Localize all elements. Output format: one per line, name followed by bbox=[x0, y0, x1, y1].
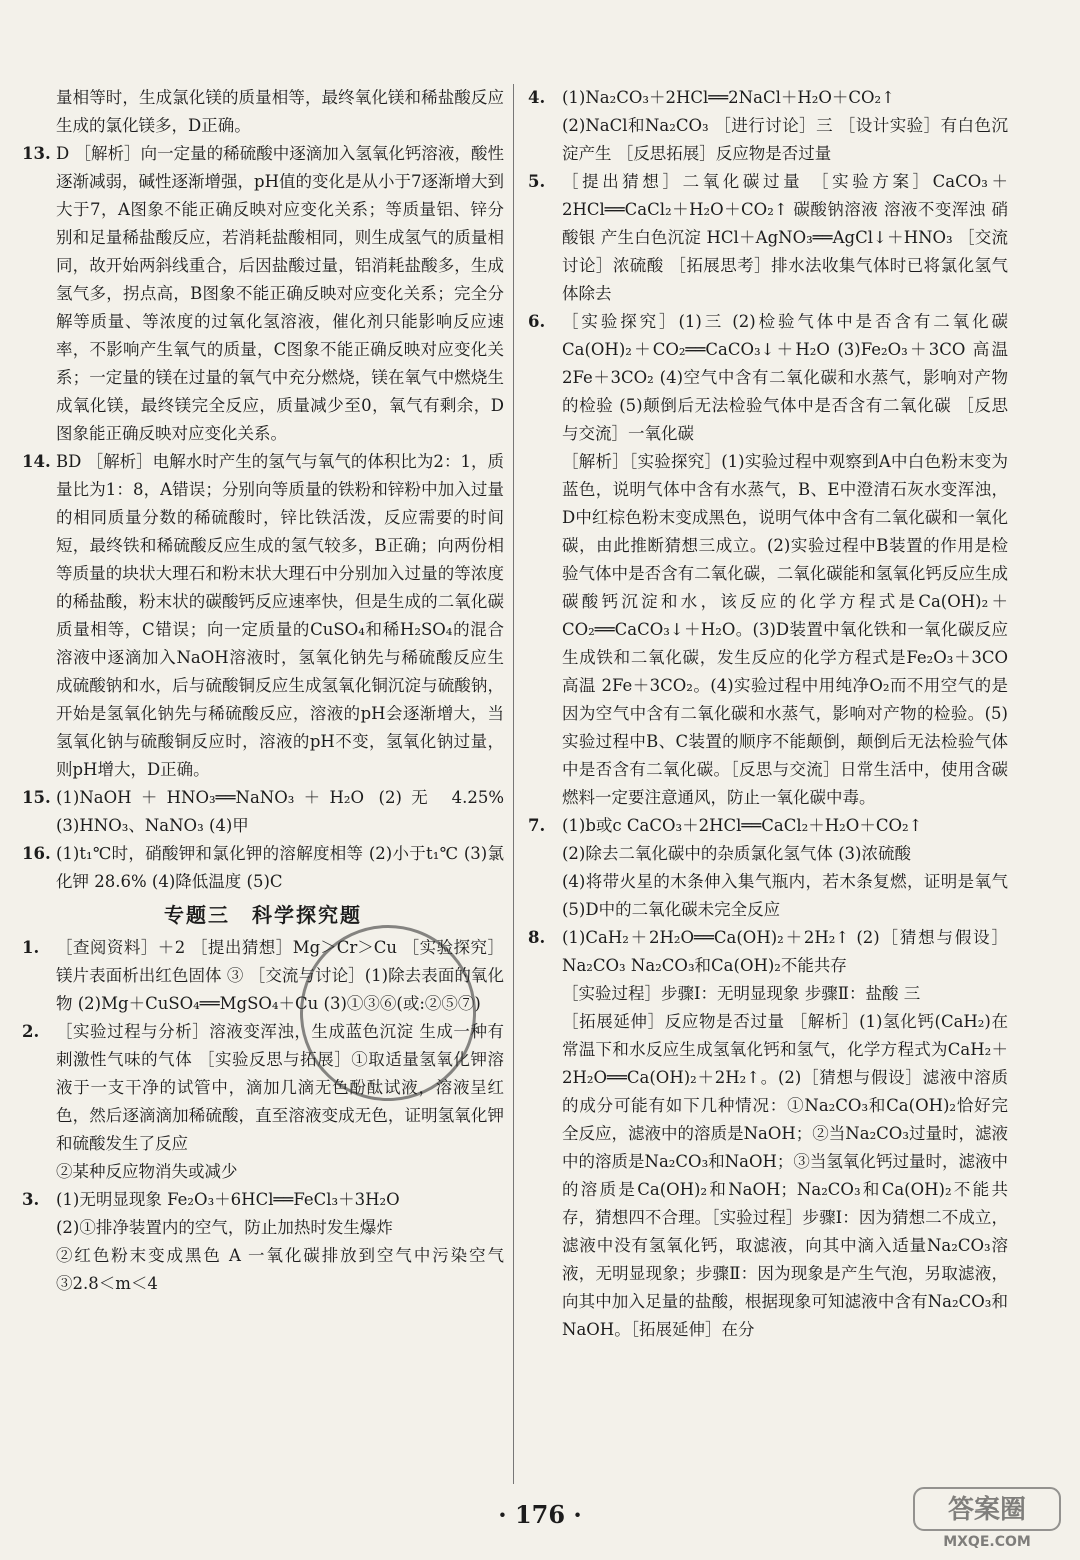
item-text: (1)无明显现象 Fe₂O₃＋6HCl══FeCl₃＋3H₂O bbox=[56, 1190, 400, 1209]
item-text: ［实验过程］步骤Ⅰ：无明显现象 步骤Ⅱ：盐酸 三 bbox=[562, 984, 921, 1003]
answer-item-r7 bbox=[528, 812, 1008, 840]
answer-item-r8 bbox=[528, 924, 1008, 980]
section-title: 专题三 科学探究题 bbox=[164, 903, 362, 927]
item-number bbox=[22, 1214, 56, 1242]
item-number: 14. bbox=[22, 452, 51, 471]
item-number bbox=[22, 1158, 56, 1186]
item-number bbox=[528, 868, 562, 924]
item-text: ［实验过程与分析］溶液变浑浊，生成蓝色沉淀 生成一种有刺激性气味的气体 ［实验反思与拓展］①取适量氢氧化钾溶液于一支干净的试管中，滴加几滴无色酚酞试液，溶液呈红色，然后逐滴滴加稀硫酸，直至溶液变成无色，证明氢氧化钾和硫酸发生了反应 bbox=[56, 1022, 504, 1153]
item-number: 2. bbox=[22, 1022, 40, 1041]
item-text: ［解析］［实验探究］(1)实验过程中观察到A中白色粉末变为蓝色，说明气体中含有水蒸气，B、E中澄清石灰水变浑浊，D中红棕色粉末变成黑色，说明气体中含有二氧化碳和一氧化碳，由此推断猜想三成立。(2)实验过程中B装置的作用是检验气体中是否含有二氧化碳，二氧化碳能和氢氧化钙反应生成碳酸钙沉淀和水，该反应的化学方程式是Ca(OH)₂＋CO₂══CaCO₃↓＋H₂O。(3)D装置中氧化铁和一氧化碳反应生成铁和二氧化碳，发生反应的化学方程式是Fe₂O₃＋3CO 高温 2Fe＋3CO₂。(4)实验过程中用纯净O₂而不用空气的是因为空气中含有二氧化碳和水蒸气，影响对产物的检验。(5)实验过程中B、C装置的顺序不能颠倒，颠倒后无法检验气体中是否含有二氧化碳。［反思与交流］日常生活中，使用含碳燃料一定要注意通风，防止一氧化碳中毒。 bbox=[562, 452, 1008, 807]
item-text: (1)b或c CaCO₃＋2HCl══CaCl₂＋H₂O＋CO₂↑ bbox=[562, 816, 923, 835]
answer-item-r7-cont2 bbox=[528, 868, 1008, 924]
item-text: (1)CaH₂＋2H₂O══Ca(OH)₂＋2H₂↑ (2)［猜想与假设］Na₂CO₃ Na₂CO₃和Ca(OH)₂不能共存 bbox=[562, 928, 1008, 975]
item-text: ［查阅资料］＋2 ［提出猜想］Mg＞Cr＞Cu ［实验探究］镁片表面析出红色固体 ③ ［交流与讨论］(1)除去表面的氧化物 (2)Mg＋CuSO₄══MgSO₄＋Cu (3)①③⑥(或:②⑤⑦) bbox=[56, 938, 504, 1013]
item-number bbox=[528, 980, 562, 1008]
intro-text: 量相等时，生成氯化镁的质量相等，最终氧化镁和稀盐酸反应生成的氯化镁多，D正确。 bbox=[56, 88, 504, 135]
watermark-logo bbox=[912, 1482, 1062, 1552]
item-text: (2)除去二氧化碳中的杂质氯化氢气体 (3)浓硫酸 bbox=[562, 844, 911, 863]
item-text: BD ［解析］电解水时产生的氢气与氧气的体积比为2：1，质量比为1：8，A错误；分别向等质量的铁粉和锌粉中加入过量的相同质量分数的稀硫酸时，锌比铁活泼，反应需要的时间短，最终铁和稀硫酸反应生成的氢气较多，B正确；向两份相等质量的块状大理石和粉末状大理石中分别加入过量的等浓度的稀盐酸，粉末状的碳酸钙反应速率快，但是生成的二氧化碳质量相等，C错误；向一定质量的CuSO₄和稀H₂SO₄的混合溶液中逐滴加入NaOH溶液时，氢氧化钠先与稀硫酸反应生成硫酸钠和水，后与硫酸铜反应生成氢氧化铜沉淀与硫酸钠，开始是氢氧化钠先与稀硫酸反应，溶液的pH会逐渐增大，当氢氧化钠与硫酸铜反应时，溶液的pH不变，氢氧化钠过量，则pH增大，D正确。 bbox=[56, 452, 504, 779]
item-number: 8. bbox=[528, 928, 546, 947]
item-text: D ［解析］向一定量的稀硫酸中逐滴加入氢氧化钙溶液，酸性逐渐减弱，碱性逐渐增强，pH值的变化是从小于7逐渐增大到大于7，A图象不能正确反映对应变化关系；等质量铝、锌分别和足量稀盐酸反应，若消耗盐酸相同，则生成氢气的质量相同，故开始两斜线重合，后因盐酸过量，铝消耗盐酸多，生成氢气多，拐点高，B图象不能正确反映对应变化关系；完全分解等质量、等浓度的过氧化氢溶液，催化剂只能影响反应速率，不影响产生氧气的质量，C图象不能正确反映对应变化关系；一定量的镁在过量的氧气中充分燃烧，镁在氧气中燃烧生成氧化镁，最终镁完全反应，质量减少至0，氧气有剩余，D图象能正确反映对应变化关系。 bbox=[56, 144, 504, 443]
item-text: (1)Na₂CO₃＋2HCl══2NaCl＋H₂O＋CO₂↑ bbox=[562, 88, 895, 107]
item-text: ②红色粉末变成黑色 A 一氧化碳排放到空气中污染空气 ③2.8＜m＜4 bbox=[56, 1246, 504, 1293]
left-column bbox=[22, 84, 504, 1298]
answer-item-r8-cont bbox=[528, 980, 1008, 1008]
item-text: ［提出猜想］二氧化碳过量 ［实验方案］CaCO₃＋2HCl══CaCl₂＋H₂O＋CO₂↑ 碳酸钠溶液 溶液不变浑浊 硝酸银 产生白色沉淀 HCl＋AgNO₃══AgCl↓＋HNO₃ ［交流讨论］浓硫酸 ［拓展思考］排水法收集气体时已将氯化氢气体除去 bbox=[562, 172, 1008, 303]
item-text: (1)NaOH＋HNO₃══NaNO₃＋H₂O (2)无 4.25% (3)HNO₃、NaNO₃ (4)甲 bbox=[56, 788, 504, 835]
answer-item-s2-cont bbox=[22, 1158, 504, 1186]
item-number bbox=[528, 112, 562, 168]
item-number: 4. bbox=[528, 88, 546, 107]
answer-item-s3-cont2 bbox=[22, 1242, 504, 1298]
svg-text:MXQE.COM: MXQE.COM bbox=[943, 1534, 1031, 1550]
item-number: 15. bbox=[22, 788, 51, 807]
item-text: (4)将带火星的木条伸入集气瓶内，若木条复燃，证明是氧气 (5)D中的二氧化碳未完全反应 bbox=[562, 872, 1008, 919]
right-column bbox=[528, 84, 1008, 1344]
answer-item-r6 bbox=[528, 308, 1008, 448]
answer-item-r6-analysis bbox=[528, 448, 1008, 812]
answer-item-13 bbox=[22, 140, 504, 448]
answer-item-r8-analysis bbox=[528, 1008, 1008, 1344]
item-number bbox=[528, 840, 562, 868]
item-number: 13. bbox=[22, 144, 51, 163]
answer-item-16 bbox=[22, 840, 504, 896]
answer-item-s3-cont bbox=[22, 1214, 504, 1242]
item-text: (2)NaCl和Na₂CO₃ ［进行讨论］三 ［设计实验］有白色沉淀产生 ［反思拓展］反应物是否过量 bbox=[562, 116, 1008, 163]
item-number bbox=[22, 1242, 56, 1298]
item-text: ［实验探究］(1)三 (2)检验气体中是否含有二氧化碳 Ca(OH)₂＋CO₂══CaCO₃↓＋H₂O (3)Fe₂O₃＋3CO 高温 2Fe＋3CO₂ (4)空气中含有二氧化碳和水蒸气，影响对产物的检验 (5)颠倒后无法检验气体中是否含有二氧化碳 ［反思与交流］一氧化碳 bbox=[562, 312, 1008, 443]
item-number: 16. bbox=[22, 844, 51, 863]
answer-item-r5 bbox=[528, 168, 1008, 308]
item-text: ②某种反应物消失或减少 bbox=[56, 1162, 238, 1181]
item-number: 1. bbox=[22, 938, 40, 957]
column-divider bbox=[513, 84, 514, 1484]
answer-item-r4-cont bbox=[528, 112, 1008, 168]
item-text: (2)①排净装置内的空气，防止加热时发生爆炸 bbox=[56, 1218, 393, 1237]
item-text: (1)t₁℃时，硝酸钾和氯化钾的溶解度相等 (2)小于t₁℃ (3)氯化钾 28.6% (4)降低温度 (5)C bbox=[56, 844, 504, 891]
item-number: 3. bbox=[22, 1190, 40, 1209]
item-number: 5. bbox=[528, 172, 546, 191]
answer-item-s3 bbox=[22, 1186, 504, 1214]
answer-item-r7-cont bbox=[528, 840, 1008, 868]
item-text: ［拓展延伸］反应物是否过量 ［解析］(1)氢化钙(CaH₂)在常温下和水反应生成氢氧化钙和氢气，化学方程式为CaH₂＋2H₂O══Ca(OH)₂＋2H₂↑。(2)［猜想与假设］滤液中溶质的成分可能有如下几种情况：①Na₂CO₃和Ca(OH)₂恰好完全反应，滤液中的溶质是NaOH；②当Na₂CO₃过量时，滤液中的溶质是Na₂CO₃和NaOH；③当氢氧化钙过量时，滤液中的溶质是Ca(OH)₂和NaOH；Na₂CO₃和Ca(OH)₂不能共存，猜想四不合理。［实验过程］步骤Ⅰ：因为猜想二不成立，滤液中没有氢氧化钙，取滤液，向其中滴入适量Na₂CO₃溶液，无明显现象；步骤Ⅱ：因为现象是产生气泡，另取滤液，向其中加入足量的盐酸，根据现象可知滤液中含有Na₂CO₃和NaOH。［拓展延伸］在分 bbox=[562, 1012, 1008, 1339]
item-number: 7. bbox=[528, 816, 546, 835]
item-number: 6. bbox=[528, 312, 546, 331]
page-number: · 176 · bbox=[498, 1500, 582, 1529]
answer-item-r4 bbox=[528, 84, 1008, 112]
item-number bbox=[528, 448, 562, 812]
item-number bbox=[528, 1008, 562, 1344]
answer-item-14 bbox=[22, 448, 504, 784]
answer-item-15 bbox=[22, 784, 504, 840]
svg-text:答案圈: 答案圈 bbox=[947, 1495, 1027, 1525]
